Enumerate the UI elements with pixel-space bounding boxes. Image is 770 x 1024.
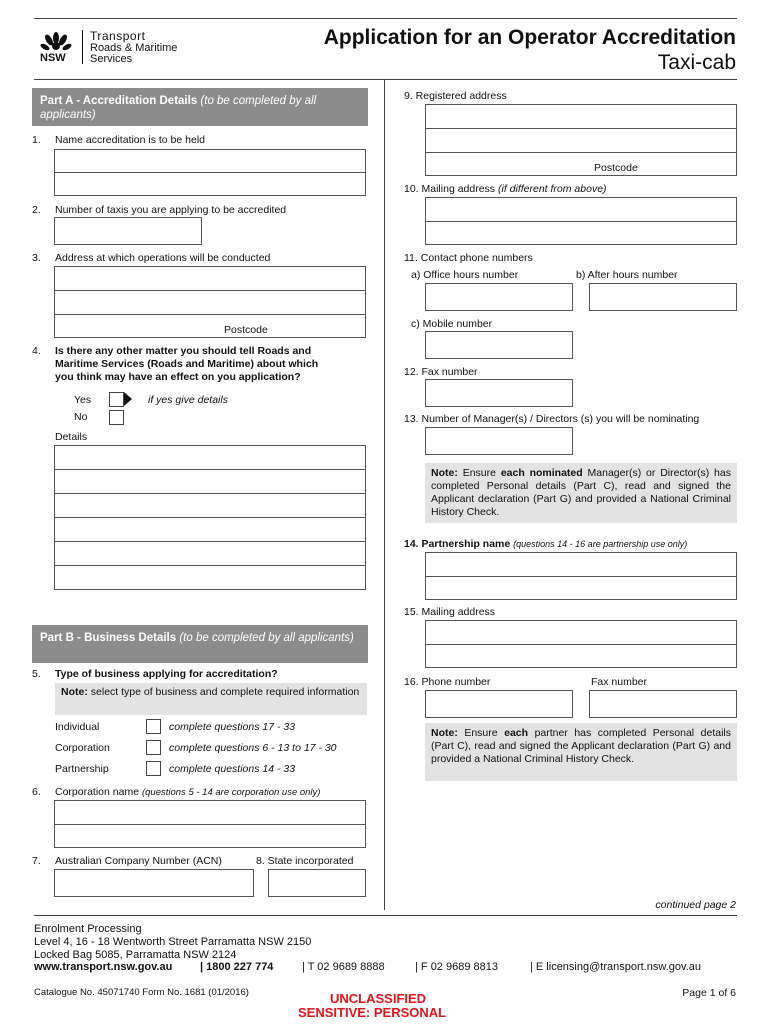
q4-details-line2[interactable] (54, 469, 366, 494)
q6-label-text: Corporation name (55, 786, 140, 798)
q5-label: Type of business applying for accreditation? (55, 668, 278, 680)
q16-fax-input[interactable] (589, 690, 737, 718)
q8-label: 8. State incorporated (256, 855, 354, 867)
top-rule (34, 18, 737, 19)
q13-note-t2: Manager(s) or Director(s) has completed Personal details (Part C), read and signed the Applicant declaration (Part G) and provided a National Criminal History Check. (431, 467, 731, 518)
q16-fax-label: Fax number (591, 676, 648, 688)
q16-note-bold2: each (504, 727, 529, 739)
q4-line1: Is there any other matter you should tell Roads and (55, 345, 312, 357)
catalogue-number: Catalogue No. 45071740 Form No. 1681 (01/2016) (34, 987, 249, 998)
q5-note-text: select type of business and complete required information (90, 686, 360, 698)
logo-divider (82, 30, 83, 64)
q7-acn-input[interactable] (54, 869, 254, 897)
header-rule (34, 79, 737, 80)
q12-label: 12. Fax number (404, 366, 478, 378)
footer-web-link[interactable]: www.transport.nsw.gov.au (34, 961, 173, 973)
q4-line2: Maritime Services (Roads and Maritime) about which (55, 358, 319, 370)
q4-details-line1[interactable] (54, 445, 366, 470)
arrow-right-icon (124, 392, 132, 406)
q1-label: Name accreditation is to be held (55, 134, 205, 146)
q13-note (425, 463, 737, 523)
part-a-title: Part A - Accreditation Details (40, 95, 198, 107)
q14-label-text: 14. Partnership name (404, 538, 511, 550)
q6-hint: (questions 5 - 14 are corporation use only) (141, 787, 321, 798)
q14-input-line1[interactable] (425, 552, 737, 577)
q4-details-line4[interactable] (54, 517, 366, 542)
q12-fax-input[interactable] (425, 379, 573, 407)
q4-line3: you think may have an effect on you application? (55, 371, 301, 383)
footer-email[interactable]: | E licensing@transport.nsw.gov.au (530, 961, 701, 973)
q16-note (425, 723, 737, 781)
q9-postcode-label: Postcode (594, 162, 638, 174)
nsw-text: NSW (40, 52, 66, 64)
q9-input-line3[interactable] (425, 152, 737, 176)
q4-yes-checkbox[interactable] (109, 392, 124, 407)
q5-individual-hint: complete questions 17 - 33 (169, 721, 296, 733)
q6-input-line2[interactable] (54, 824, 366, 848)
part-b-header (32, 625, 368, 663)
classification-line2: SENSITIVE: PERSONAL (298, 1005, 447, 1020)
q4-num: 4. (32, 345, 41, 357)
footer-line3: Locked Bag 5085, Parramatta NSW 2124 (34, 949, 237, 961)
continued-note: continued page 2 (655, 899, 736, 911)
q15-input-line1[interactable] (425, 620, 737, 645)
q4-details-line3[interactable] (54, 493, 366, 518)
q5-option-corporation: Corporation (55, 742, 110, 754)
q13-label: 13. Number of Manager(s) / Directors (s) you will be nominating (404, 413, 700, 425)
q10-hint: (if different from above) (497, 183, 607, 195)
q10-label (404, 183, 607, 195)
q13-input[interactable] (425, 427, 573, 455)
part-b-note: (to be completed by all applicants) (179, 632, 354, 644)
q4-no-checkbox[interactable] (109, 410, 124, 425)
logo-rms-line2: Services (90, 53, 133, 65)
q11-label: 11. Contact phone numbers (404, 252, 533, 264)
q16-note-t1: Ensure (464, 727, 498, 739)
q11b-label: b) After hours number (576, 269, 678, 281)
logo-transport: Transport (90, 29, 146, 43)
footer-tel: | T 02 9689 8888 (302, 961, 385, 973)
q16-note-t2: partner has completed Personal details (Part C), read and signed the Applicant declaration (Part G) and provided a National Criminal History Check. (431, 727, 731, 765)
q2-num: 2. (32, 204, 41, 216)
q3-num: 3. (32, 252, 41, 264)
footer-line2: Level 4, 16 - 18 Wentworth Street Parramatta NSW 2150 (34, 936, 312, 948)
q7-num: 7. (32, 855, 41, 867)
footer-rule (34, 915, 737, 916)
q5-num: 5. (32, 668, 41, 680)
q16-phone-input[interactable] (425, 690, 573, 718)
column-divider (384, 80, 385, 910)
q11b-after-hours-input[interactable] (589, 283, 737, 311)
q13-note-bold2: each nominated (500, 467, 583, 479)
q3-input-line1[interactable] (54, 266, 366, 291)
q1-input-line2[interactable] (54, 172, 366, 196)
q6-input-line1[interactable] (54, 800, 366, 825)
q9-input-line2[interactable] (425, 128, 737, 153)
q10-input-line1[interactable] (425, 197, 737, 222)
q5-note-bold: Note: (61, 686, 88, 698)
q11a-office-input[interactable] (425, 283, 573, 311)
classification-line1: UNCLASSIFIED (330, 991, 427, 1006)
q5-individual-checkbox[interactable] (146, 719, 161, 734)
q5-partnership-checkbox[interactable] (146, 761, 161, 776)
q4-no-label: No (74, 411, 88, 423)
page-number: Page 1 of 6 (682, 987, 736, 999)
q4-if-yes: if yes give details (148, 394, 228, 406)
q3-input-line3[interactable] (54, 314, 366, 338)
logo-rms-line1: Roads & Maritime (90, 42, 178, 54)
q5-option-partnership: Partnership (55, 763, 109, 775)
q8-state-input[interactable] (268, 869, 366, 897)
q11a-label: a) Office hours number (411, 269, 519, 281)
q3-label: Address at which operations will be conducted (55, 252, 271, 264)
q9-label: 9. Registered address (404, 90, 507, 102)
q15-label: 15. Mailing address (404, 606, 496, 618)
q5-partnership-hint: complete questions 14 - 33 (169, 763, 296, 775)
q5-corporation-hint: complete questions 6 - 13 to 17 - 30 (169, 742, 337, 754)
footer-line1: Enrolment Processing (34, 923, 142, 935)
q11c-mobile-input[interactable] (425, 331, 573, 359)
q4-details-line6[interactable] (54, 565, 366, 590)
q4-details-line5[interactable] (54, 541, 366, 566)
q14-hint: (questions 14 - 16 are partnership use only) (513, 539, 688, 549)
q10-label-text: 10. Mailing address (404, 183, 496, 195)
q10-input-line2[interactable] (425, 221, 737, 245)
q11c-label: c) Mobile number (411, 318, 493, 330)
page-title: Application for an Operator Accreditation (323, 26, 736, 49)
q5-option-individual: Individual (55, 721, 100, 733)
q2-input[interactable] (54, 217, 202, 245)
q3-postcode-label: Postcode (224, 324, 268, 336)
q6-num: 6. (32, 786, 41, 798)
q4-yes-label: Yes (74, 394, 92, 406)
q16-label: 16. Phone number (404, 676, 491, 688)
q3-input-line2[interactable] (54, 290, 366, 315)
q7-label: Australian Company Number (ACN) (55, 855, 222, 867)
q2-label: Number of taxis you are applying to be accredited (55, 204, 287, 216)
part-a-header (32, 88, 368, 126)
q14-input-line2[interactable] (425, 576, 737, 600)
q1-input-line1[interactable] (54, 149, 366, 173)
part-a-note: (to be completed by all applicants) (40, 95, 317, 121)
q13-note-bold: Note: (431, 467, 458, 479)
q4-details-label: Details (55, 431, 88, 443)
q5-corporation-checkbox[interactable] (146, 740, 161, 755)
part-b-title: Part B - Business Details (40, 632, 177, 644)
footer-fax: | F 02 9689 8813 (415, 961, 498, 973)
q9-input-line1[interactable] (425, 104, 737, 129)
q1-num: 1. (32, 134, 41, 146)
q14-label (404, 538, 687, 550)
footer-phone: | 1800 227 774 (200, 961, 274, 973)
q6-label (55, 786, 320, 799)
q16-note-bold: Note: (431, 727, 458, 739)
page-subtitle: Taxi-cab (657, 51, 736, 74)
q13-note-t1: Ensure (462, 467, 496, 479)
q15-input-line2[interactable] (425, 644, 737, 668)
q5-note (55, 683, 367, 715)
